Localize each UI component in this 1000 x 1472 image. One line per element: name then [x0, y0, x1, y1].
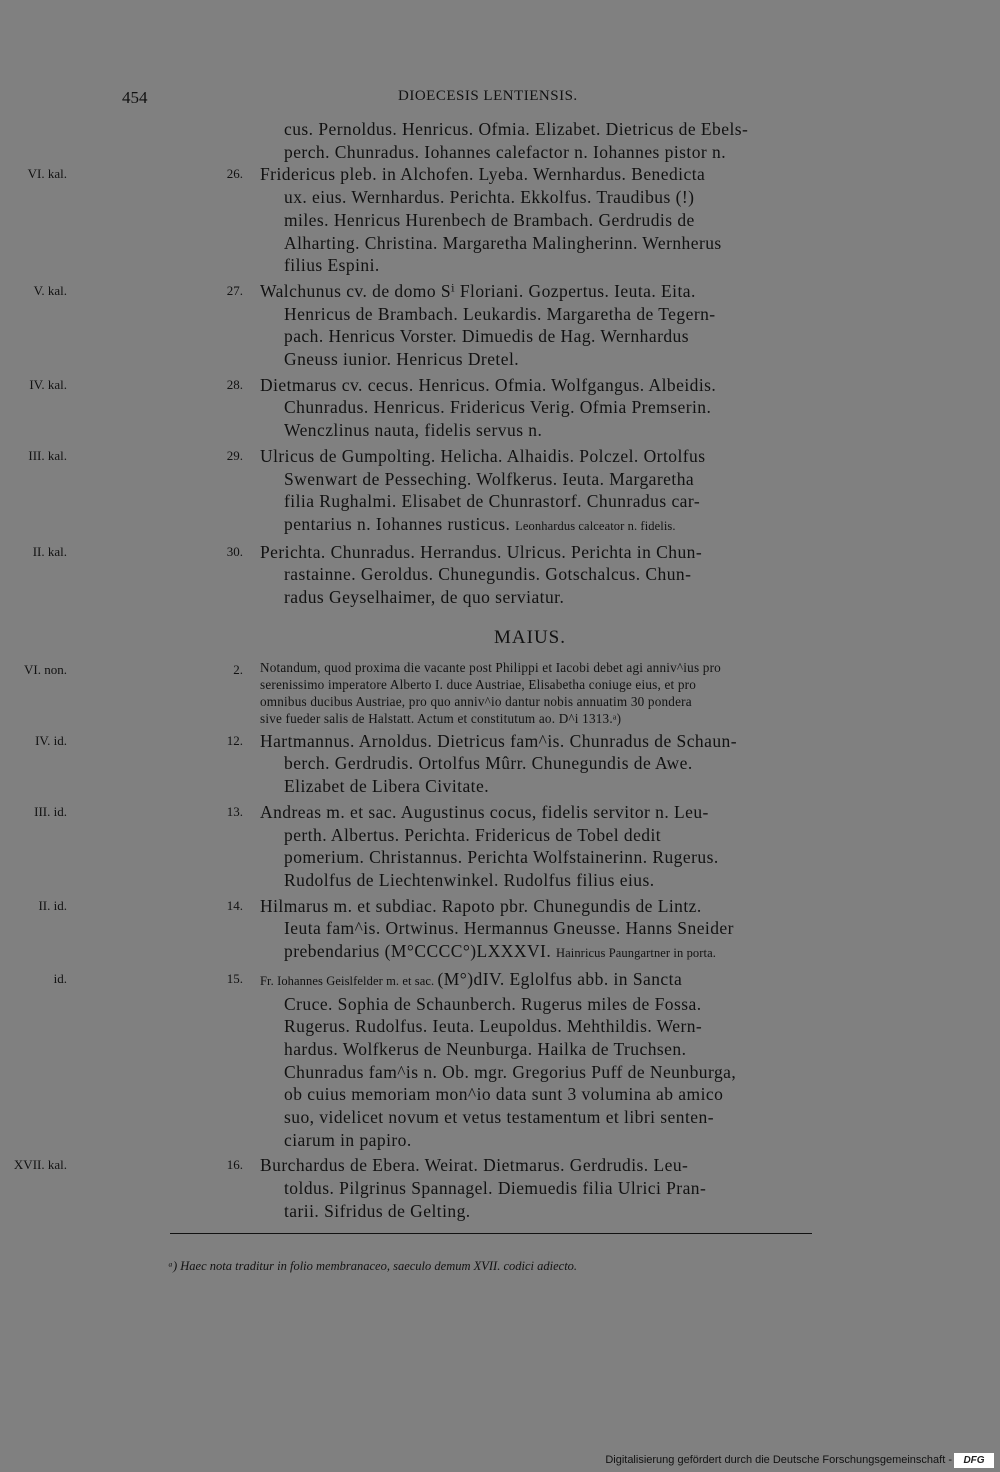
may-entries — [0, 659, 1000, 1223]
entry-line: radus Geyselhaimer, de quo serviatur. — [284, 587, 565, 608]
text-line: perch. Chunradus. Iohannes calefactor n. Iohannes pistor n. — [284, 141, 727, 162]
running-title: DIOECESIS LENTIENSIS. — [398, 88, 578, 104]
entry-day: 12. — [226, 732, 243, 748]
entry-date: IV. kal. — [29, 376, 67, 392]
entry-date: II. id. — [38, 897, 67, 913]
page-number: 454 — [122, 88, 148, 107]
entry-date: id. — [53, 970, 67, 986]
entry-line: Chunradus. Henricus. Fridericus Verig. Ofmia Premserin. — [284, 397, 712, 418]
dfg-logo: DFG — [954, 1453, 994, 1468]
calendar-entry — [0, 659, 862, 727]
entry-last-phrase: Leonhardus calceator n. fidelis. — [515, 518, 676, 533]
entry-line: filia Rughalmi. Elisabet de Chunrastorf. Chunradus car- — [284, 491, 701, 512]
entry-line: Hilmarus m. et subdiac. Rapoto pbr. Chunegundis de Lintz. — [260, 895, 702, 916]
entry-line-text: prebendarius (M°CCCC°)LXXXVI. — [284, 941, 556, 962]
entry-line: serenissimo imperatore Alberto I. duce Austriae, Elisabetha coniuge eius, et pro — [260, 676, 697, 692]
entry-line: Henricus de Brambach. Leukardis. Margaretha de Tegern- — [284, 303, 716, 324]
entry-line: Burchardus de Ebera. Weirat. Dietmarus. Gerdrudis. Leu- — [260, 1155, 689, 1176]
entry-line: pomerium. Christannus. Perichta Wolfstainerinn. Rugerus. — [284, 847, 719, 868]
entry-line-text: (M°)dIV. Eglolfus abb. in Sancta — [437, 968, 683, 989]
entry-line — [260, 513, 862, 538]
entry-line: miles. Henricus Hurenbech de Brambach. Gerdrudis de — [284, 209, 695, 230]
entry-day: 28. — [226, 376, 243, 392]
entry-line: Chunradus fam^is n. Ob. mgr. Gregorius Puff de Neunburga, — [284, 1061, 737, 1082]
entry-line: Cruce. Sophia de Schaunberch. Rugerus miles de Fossa. — [284, 993, 702, 1014]
entry-line: Ieuta fam^is. Ortwinus. Hermannus Gneusse. Hanns Sneider — [284, 918, 734, 939]
calendar-entry — [0, 801, 862, 892]
entry-day: 29. — [226, 447, 243, 463]
entry-line: Notandum, quod proxima die vacante post Philippi et Iacobi debet agi anniv^ius pro — [260, 659, 721, 675]
entry-line: ob cuius memoriam mon^io data sunt 3 volumina ab amico — [284, 1084, 724, 1105]
continuation-text — [0, 118, 862, 163]
calendar-entry — [0, 280, 862, 371]
entry-line: Dietmarus cv. cecus. Henricus. Ofmia. Wolfgangus. Albeidis. — [260, 374, 717, 395]
entry-line: berch. Gerdrudis. Ortolfus Mûrr. Chunegundis de Awe. — [284, 753, 693, 774]
entry-day: 2. — [233, 661, 243, 677]
calendar-entry — [0, 895, 862, 965]
entry-line: filius Espini. — [284, 255, 380, 276]
entry-line: Elizabet de Libera Civitate. — [284, 776, 490, 797]
entry-day: 13. — [226, 803, 243, 819]
entry-line: Rudolfus de Liechtenwinkel. Rudolfus filius eius. — [284, 869, 655, 890]
section-title: MAIUS. — [494, 626, 566, 648]
calendar-entries — [0, 118, 1000, 1226]
entry-date: III. id. — [34, 803, 67, 819]
entry-line: perth. Albertus. Perichta. Fridericus de Tobel dedit — [284, 824, 662, 845]
calendar-entry — [0, 541, 862, 609]
entry-day: 26. — [226, 166, 243, 182]
entry-line: omnibus ducibus Austriae, pro quo anniv^io dantur nobis annuatim 30 pondera — [260, 693, 692, 709]
entry-line — [260, 940, 862, 965]
entry-day: 14. — [226, 897, 243, 913]
entry-line: Rugerus. Rudolfus. Ieuta. Leupoldus. Mehthildis. Wern- — [284, 1016, 703, 1037]
footnote: ᵃ) Haec nota traditur in folio membranaceo, saeculo demum XVII. codici adiecto. — [168, 1259, 578, 1273]
entry-date: VI. non. — [24, 661, 67, 677]
entry-date: VI. kal. — [27, 166, 67, 182]
entry-line: ux. eius. Wernhardus. Perichta. Ekkolfus. Traudibus (!) — [284, 187, 695, 208]
entry-line: suo, videlicet novum et vetus testamentum et libri senten- — [284, 1107, 714, 1128]
entry-line: Alharting. Christina. Margaretha Malingherinn. Wernherus — [284, 232, 722, 253]
entry-line: hardus. Wolfkerus de Neunburga. Hailka de Truchsen. — [284, 1038, 687, 1059]
entry-day: 27. — [226, 282, 243, 298]
calendar-entry — [0, 730, 862, 798]
calendar-entry — [0, 1154, 862, 1222]
text-line: cus. Pernoldus. Henricus. Ofmia. Elizabet. Dietricus de Ebels- — [284, 119, 749, 139]
entry-date: V. kal. — [33, 282, 67, 298]
calendar-entry — [0, 163, 862, 277]
entry-line: sive fueder salis de Halstatt. Actum et constitutum ao. D^i 1313.ᵃ) — [260, 710, 622, 726]
entry-day: 15. — [226, 970, 243, 986]
entry-date: XVII. kal. — [13, 1157, 67, 1173]
entry-line: ciarum in papiro. — [284, 1129, 412, 1150]
entry-line: Wenczlinus nauta, fidelis servus n. — [284, 420, 543, 441]
entry-line: Gneuss iunior. Henricus Dretel. — [284, 349, 520, 370]
entry-first-phrase: Fr. Iohannes Geislfelder m. et sac. — [260, 973, 438, 988]
entry-line: pach. Henricus Vorster. Dimuedis de Hag. Wernhardus — [284, 326, 690, 347]
entry-line: toldus. Pilgrinus Spannagel. Diemuedis filia Ulrici Pran- — [284, 1178, 707, 1199]
entry-line: Hartmannus. Arnoldus. Dietricus fam^is. Chunradus de Schaun- — [260, 730, 738, 751]
entry-line-text: pentarius n. Iohannes rusticus. — [284, 513, 516, 534]
entry-line — [260, 968, 862, 993]
entry-line: Perichta. Chunradus. Herrandus. Ulricus. Perichta in Chun- — [260, 541, 703, 562]
entry-line: Andreas m. et sac. Augustinus cocus, fidelis servitor n. Leu- — [260, 801, 709, 822]
calendar-entry — [0, 374, 862, 442]
entry-line: tarii. Sifridus de Gelting. — [284, 1200, 471, 1221]
entry-date: II. kal. — [32, 543, 67, 559]
footnote-rule — [170, 1233, 812, 1234]
entry-line: Swenwart de Pesseching. Wolfkerus. Ieuta. Margaretha — [284, 468, 695, 489]
april-entries — [0, 163, 1000, 608]
entry-day: 30. — [226, 543, 243, 559]
entry-line: Fridericus pleb. in Alchofen. Lyeba. Wernhardus. Benedicta — [260, 164, 706, 185]
entry-date: III. kal. — [28, 447, 67, 463]
entry-line: rastainne. Geroldus. Chunegundis. Gotschalcus. Chun- — [284, 564, 692, 585]
entry-line: Ulricus de Gumpolting. Helicha. Alhaidis. Polczel. Ortolfus — [260, 445, 706, 466]
digitization-credit: Digitalisierung gefördert durch die Deutsche Forschungsgemeinschaft - — [605, 1454, 952, 1466]
calendar-entry — [0, 968, 862, 1152]
calendar-entry — [0, 445, 862, 538]
entry-day: 16. — [226, 1157, 243, 1173]
entry-date: IV. id. — [35, 732, 67, 748]
entry-line: Walchunus cv. de domo Sⁱ Floriani. Gozpertus. Ieuta. Eita. — [260, 280, 696, 301]
entry-last-phrase: Hainricus Paungartner in porta. — [555, 946, 716, 961]
